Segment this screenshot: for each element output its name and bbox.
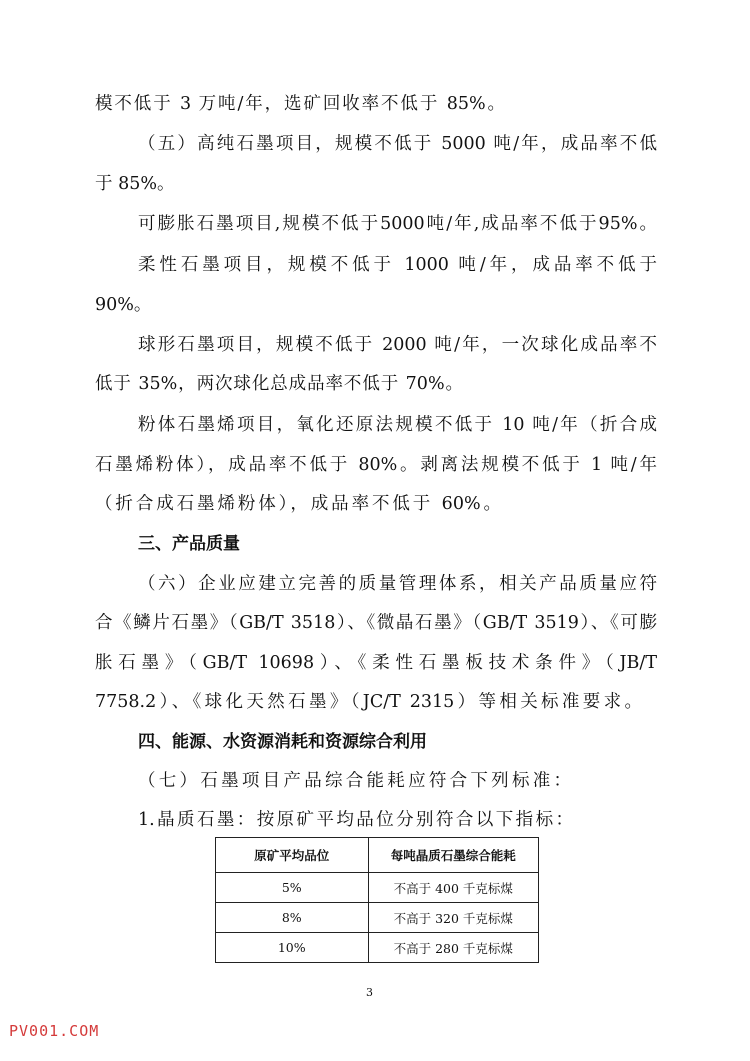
table-cell: 10% [216, 933, 369, 963]
table-header-row [216, 838, 539, 873]
table-header-cell: 原矿平均品位 [216, 838, 369, 873]
paragraph-line: 柔性石墨项目，规模不低于 1000 吨/年，成品率不低于 [138, 255, 657, 275]
paragraph-line: （折合成石墨烯粉体），成品率不低于 60%。 [95, 494, 501, 514]
paragraph-line: （六）企业应建立完善的质量管理体系，相关产品质量应符 [138, 574, 657, 594]
table-cell: 不高于 280 千克标煤 [368, 933, 538, 963]
table-row [216, 933, 539, 963]
paragraph-line: 合《鳞片石墨》（GB/T 3518）、《微晶石墨》（GB/T 3519）、《可膨 [95, 613, 657, 633]
section-heading: 四、能源、水资源消耗和资源综合利用 [138, 732, 427, 752]
paragraph-line: （七）石墨项目产品综合能耗应符合下列标准： [138, 771, 571, 791]
page-number: 3 [366, 986, 373, 999]
table-cell: 5% [216, 873, 369, 903]
table-cell: 不高于 320 千克标煤 [368, 903, 538, 933]
paragraph-line: 胀石墨》（GB/T 10698）、《柔性石墨板技术条件》（JB/T [95, 653, 657, 673]
paragraph-line: 低于 35%，两次球化总成品率不低于 70%。 [95, 374, 463, 394]
paragraph-line: 粉体石墨烯项目，氧化还原法规模不低于 10 吨/年（折合成 [138, 415, 657, 435]
table-cell: 不高于 400 千克标煤 [368, 873, 538, 903]
watermark: PV001.COM [9, 1022, 100, 1040]
table-header-cell: 每吨晶质石墨综合能耗 [368, 838, 538, 873]
section-heading: 三、产品质量 [138, 534, 240, 554]
table-cell: 8% [216, 903, 369, 933]
paragraph-line: 石墨烯粉体），成品率不低于 80%。剥离法规模不低于 1 吨/年 [95, 455, 657, 475]
table-row [216, 873, 539, 903]
paragraph-line: 于 85%。 [95, 174, 175, 194]
table-row [216, 903, 539, 933]
paragraph-line: 1.晶质石墨：按原矿平均品位分别符合以下指标： [138, 810, 573, 830]
energy-consumption-table [215, 837, 539, 963]
paragraph-line: 可膨胀石墨项目,规模不低于5000吨/年,成品率不低于95%。 [138, 214, 657, 234]
paragraph-line: （五）高纯石墨项目，规模不低于 5000 吨/年，成品率不低 [138, 134, 657, 154]
paragraph-line: 90%。 [95, 295, 152, 315]
paragraph-line: 球形石墨项目，规模不低于 2000 吨/年，一次球化成品率不 [138, 335, 657, 355]
paragraph-line: 7758.2）、《球化天然石墨》（JC/T 2315）等相关标准要求。 [95, 692, 642, 712]
paragraph-line: 模不低于 3 万吨/年，选矿回收率不低于 85%。 [95, 94, 505, 114]
